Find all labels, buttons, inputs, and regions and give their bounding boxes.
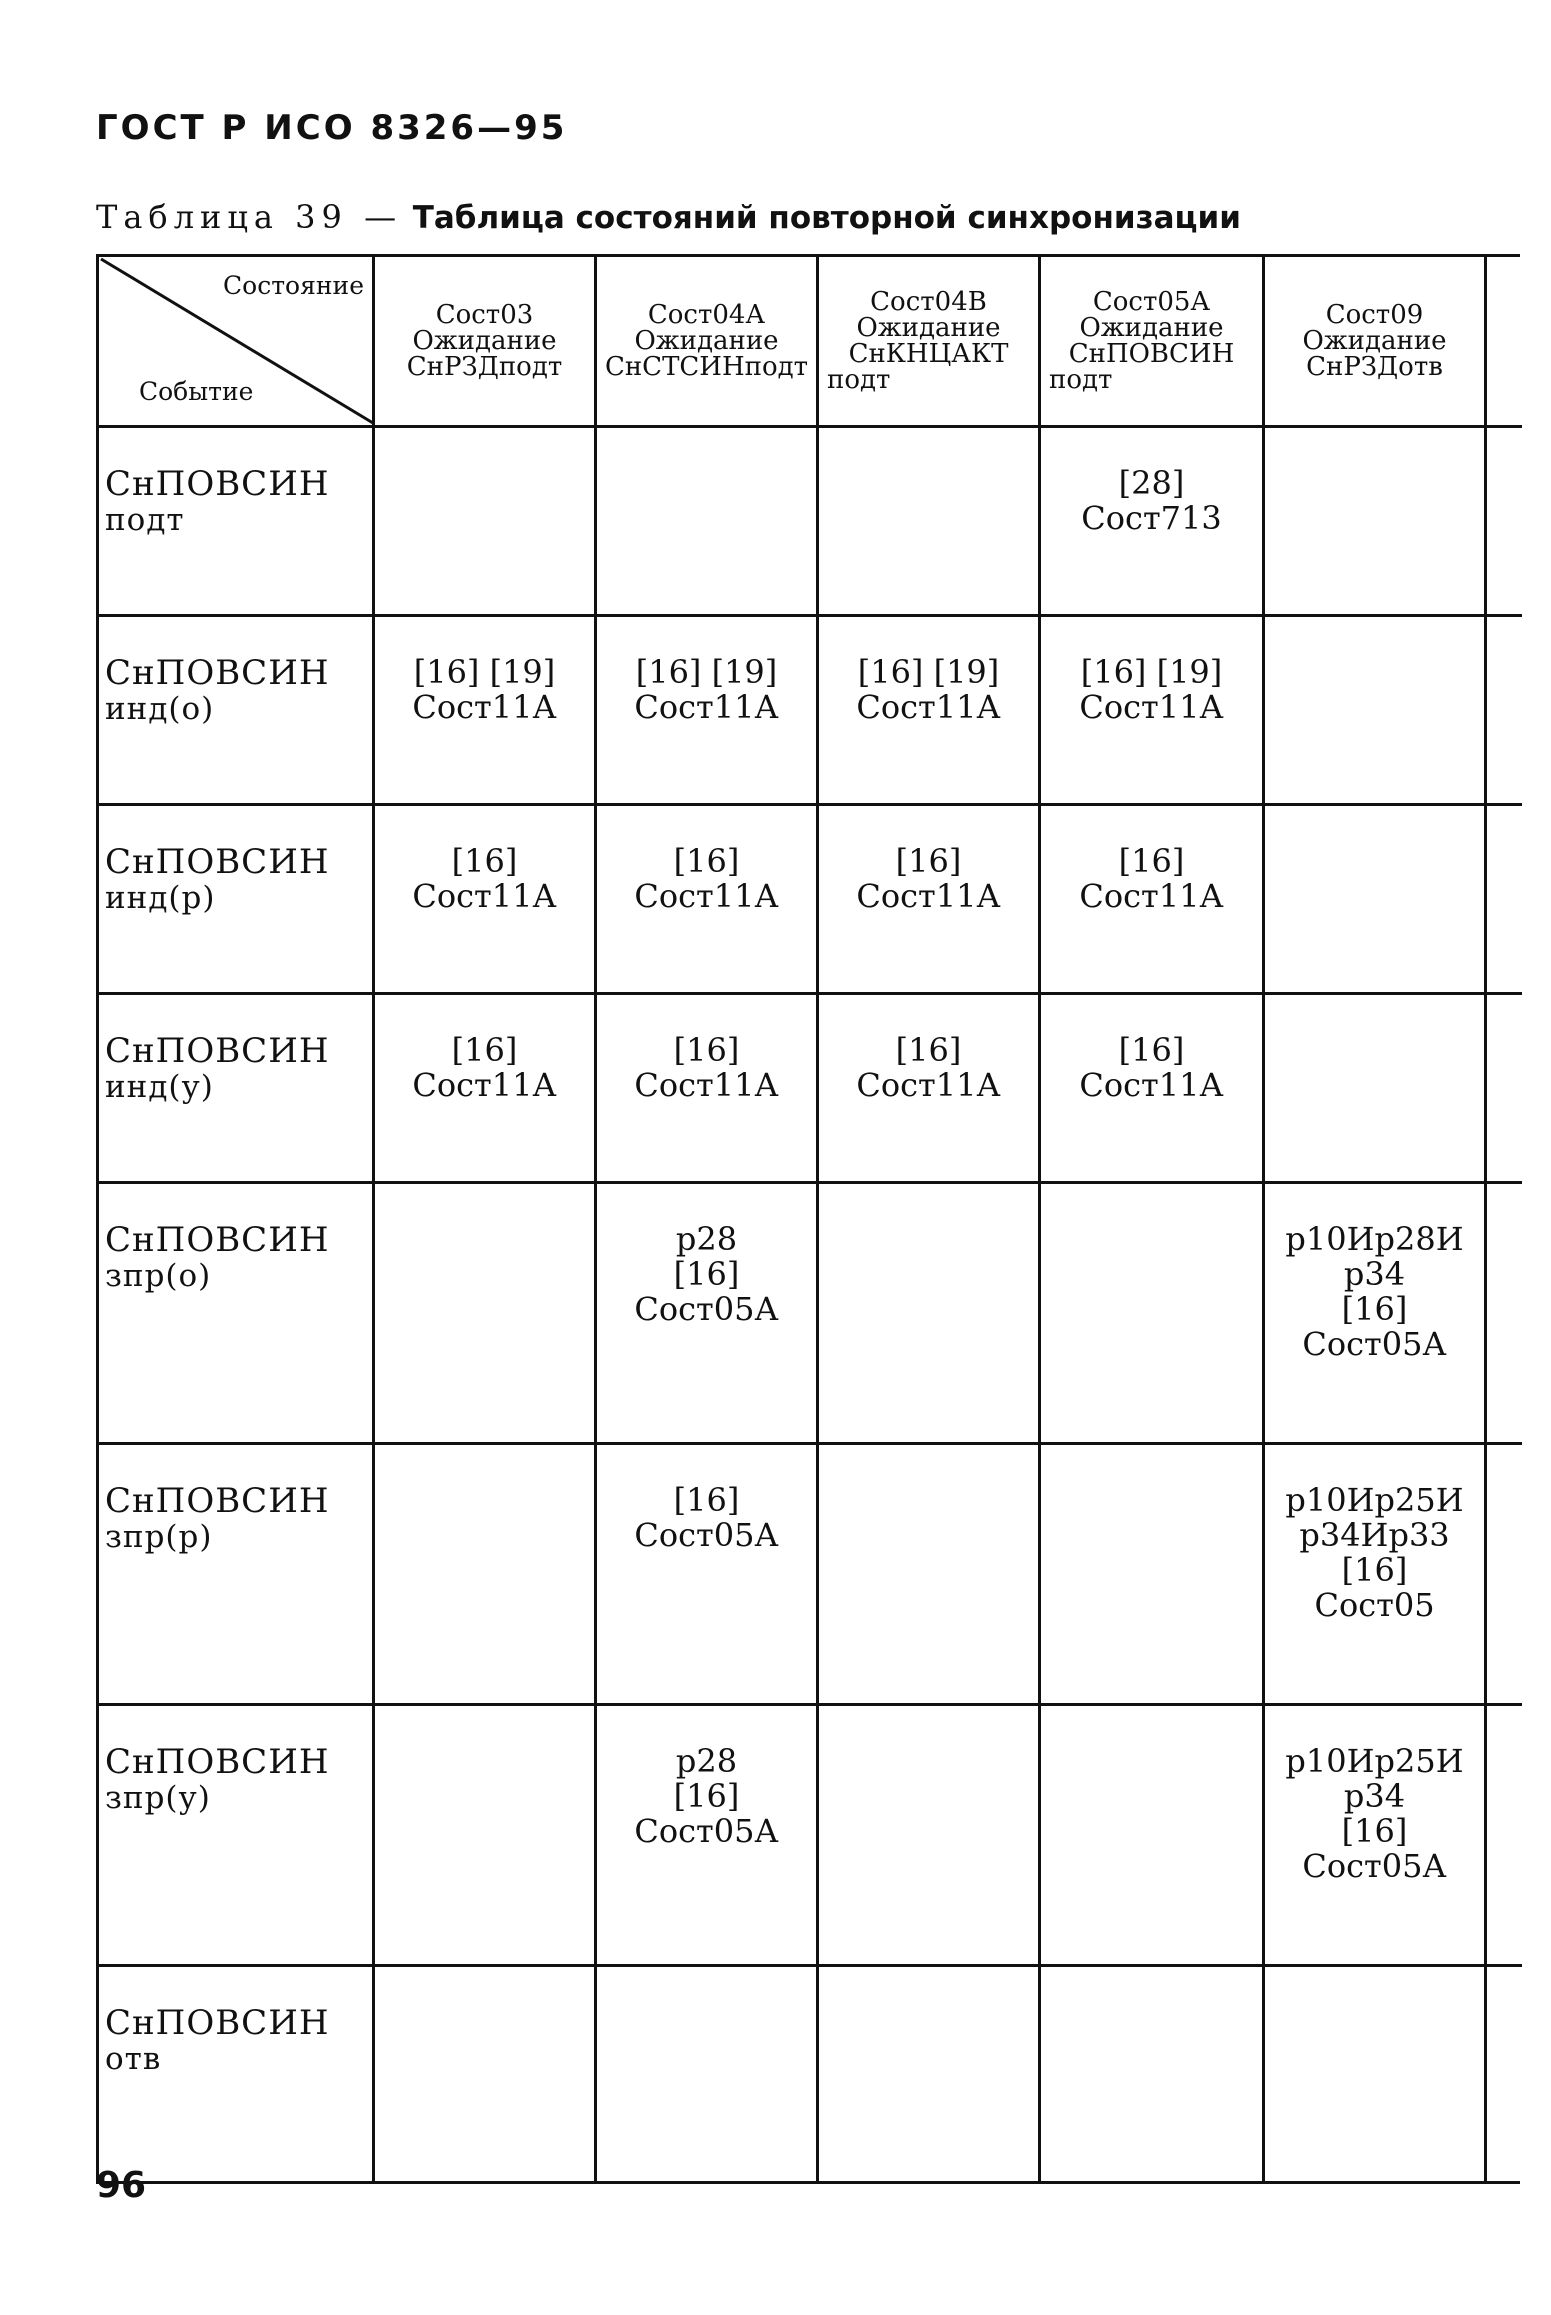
column-header-sost03 [374,257,596,427]
transition-line: Сост05А [634,1812,779,1850]
transition-line: [16] [895,1031,962,1069]
event-cell [98,994,374,1183]
column-header-line: СнКНЦАКТ [848,339,1009,369]
event-label-line: СнПОВСИН [105,2003,330,2043]
transition-cell [818,805,1040,994]
table-row [98,994,1522,1183]
column-header-line: Сост09 [1325,300,1424,330]
transition-line: [16] [673,1255,740,1293]
transition-line: Сост11А [634,1066,779,1104]
transition-cell [596,1966,818,2182]
column-header-sost04a [596,257,818,427]
column-header-line: Ожидание [856,313,1001,343]
event-label-line: СнПОВСИН [105,1481,330,1521]
transition-line: [16] [451,842,518,880]
transition-line: р34 [1343,1777,1406,1815]
transition-line: [16] [895,842,962,880]
transition-line: р28 [675,1220,738,1258]
transition-line: Сост05А [1302,1847,1447,1885]
column-header-line: СнРЗДподт [406,352,563,382]
transition-cell [1264,616,1486,805]
transition-cell [596,1183,818,1444]
transition-line: [16] [451,1031,518,1069]
transition-line: [16] [19] [413,653,556,691]
transition-cell [1264,1444,1486,1705]
transition-line: р10Ир25И [1285,1742,1464,1780]
table-edge-spacer [1486,994,1522,1183]
transition-line: Сост11А [1079,688,1224,726]
transition-line: [16] [19] [857,653,1000,691]
event-label-line: инд(у) [105,1069,214,1105]
transition-line: Сост11А [412,688,557,726]
transition-line: [16] [673,1031,740,1069]
transition-cell [374,1183,596,1444]
transition-cell [818,427,1040,616]
corner-header-cell [98,257,374,427]
transition-cell [1264,1966,1486,2182]
transition-cell [1264,1705,1486,1966]
column-header-line: Сост05А [1092,287,1211,317]
transition-line: Сост11А [634,877,779,915]
transition-cell [374,1444,596,1705]
column-header-sost05a [1040,257,1264,427]
column-header-line: Ожидание [634,326,779,356]
event-cell [98,1966,374,2182]
transition-cell [1040,1966,1264,2182]
transition-line: Сост11А [634,688,779,726]
transition-cell [1264,427,1486,616]
transition-line: Сост11А [1079,877,1224,915]
transition-line: [16] [1118,1031,1185,1069]
transition-cell [374,805,596,994]
transition-line: Сост05А [1302,1325,1447,1363]
event-cell [98,1444,374,1705]
transition-line: Сост05 [1314,1586,1435,1624]
transition-line: [16] [1341,1812,1408,1850]
transition-line: р28 [675,1742,738,1780]
transition-cell [1264,994,1486,1183]
transition-line: р34 [1343,1255,1406,1293]
column-header-sost09 [1264,257,1486,427]
column-header-line: СнСТСИНподт [604,352,809,382]
event-cell [98,805,374,994]
transition-cell [1040,1183,1264,1444]
transition-cell [374,1966,596,2182]
table-edge-spacer [1486,257,1522,427]
transition-cell [374,616,596,805]
transition-cell [596,1444,818,1705]
transition-line: [16] [1341,1290,1408,1328]
column-header-line: Сост04В [870,287,987,317]
event-label-line: инд(р) [105,880,216,916]
transition-cell [818,1705,1040,1966]
table-edge-spacer [1486,805,1522,994]
event-cell [98,616,374,805]
table-row [98,1183,1522,1444]
table-body [98,427,1522,2182]
transition-line: Сост11А [412,877,557,915]
column-header-sost04b [818,257,1040,427]
transition-cell [818,1183,1040,1444]
table-row [98,616,1522,805]
transition-line: р10Ир28И [1285,1220,1464,1258]
transition-cell [818,1444,1040,1705]
transition-cell [374,994,596,1183]
table-edge-spacer [1486,1966,1522,2182]
transition-cell [1040,1705,1264,1966]
transition-line: [28] [1118,464,1185,502]
transition-line: [16] [673,1481,740,1519]
event-cell [98,1183,374,1444]
transition-cell [1040,805,1264,994]
transition-line: Сост11А [1079,1066,1224,1104]
event-label-line: отв [105,2041,162,2077]
column-header-line: Ожидание [1079,313,1224,343]
transition-cell [1040,994,1264,1183]
transition-cell [818,616,1040,805]
page-number: 96 [96,2165,147,2206]
table-row [98,427,1522,616]
event-label-line: зпр(о) [105,1258,212,1294]
event-label-line: инд(о) [105,691,215,727]
event-label-line: СнПОВСИН [105,1742,330,1782]
transition-cell [818,1966,1040,2182]
event-label-line: СнПОВСИН [105,1220,330,1260]
transition-line: [16] [673,1777,740,1815]
column-header-line: Ожидание [1302,326,1447,356]
table-number: Таблица 39 — [96,198,403,236]
table-edge-spacer [1486,616,1522,805]
transition-line: Сост11А [856,1066,1001,1104]
document-header: ГОСТ Р ИСО 8326—95 [96,108,568,148]
transition-line: [16] [673,842,740,880]
table-title: Таблица состояний повторной синхронизации [412,200,1241,236]
column-header-line: подт [827,365,891,395]
transition-cell [1264,1183,1486,1444]
column-header-line: подт [1049,365,1113,395]
table-edge-spacer [1486,1444,1522,1705]
transition-line: Сост11А [856,688,1001,726]
transition-line: Сост05А [634,1290,779,1328]
state-table-container [96,254,1520,2184]
transition-line: [16] [1118,842,1185,880]
table-row [98,1444,1522,1705]
transition-cell [596,805,818,994]
table-header-row [98,257,1522,427]
event-label-line: зпр(у) [105,1780,211,1816]
column-header-line: Сост04А [647,300,766,330]
table-edge-spacer [1486,427,1522,616]
event-label-line: СнПОВСИН [105,653,330,693]
event-axis-label: Событие [139,377,254,406]
transition-line: Сост05А [634,1516,779,1554]
transition-cell [596,994,818,1183]
transition-line: Сост713 [1081,499,1222,537]
event-label-line: подт [105,502,185,538]
table-caption [96,198,1241,236]
transition-cell [1040,1444,1264,1705]
transition-line: Сост11А [412,1066,557,1104]
transition-line: р10Ир25И [1285,1481,1464,1519]
table-row [98,805,1522,994]
transition-cell [374,427,596,616]
transition-cell [596,427,818,616]
event-cell [98,1705,374,1966]
transition-line: [16] [1341,1551,1408,1589]
column-header-line: Ожидание [412,326,557,356]
transition-cell [818,994,1040,1183]
transition-cell [1040,616,1264,805]
event-label-line: зпр(р) [105,1519,213,1555]
column-header-line: СнПОВСИН [1068,339,1235,369]
column-header-line: СнРЗДотв [1306,352,1443,382]
resync-state-table [96,257,1522,2181]
transition-cell [596,1705,818,1966]
transition-line: Сост11А [856,877,1001,915]
transition-cell [596,616,818,805]
event-cell [98,427,374,616]
transition-line: [16] [19] [635,653,778,691]
transition-line: [16] [19] [1080,653,1223,691]
table-row [98,1705,1522,1966]
event-label-line: СнПОВСИН [105,842,330,882]
transition-line: р34Ир33 [1299,1516,1450,1554]
transition-cell [374,1705,596,1966]
table-edge-spacer [1486,1705,1522,1966]
event-label-line: СнПОВСИН [105,464,330,504]
event-label-line: СнПОВСИН [105,1031,330,1071]
table-row [98,1966,1522,2182]
transition-cell [1264,805,1486,994]
transition-cell [1040,427,1264,616]
table-edge-spacer [1486,1183,1522,1444]
column-header-line: Сост03 [435,300,534,330]
state-axis-label: Состояние [223,271,364,300]
